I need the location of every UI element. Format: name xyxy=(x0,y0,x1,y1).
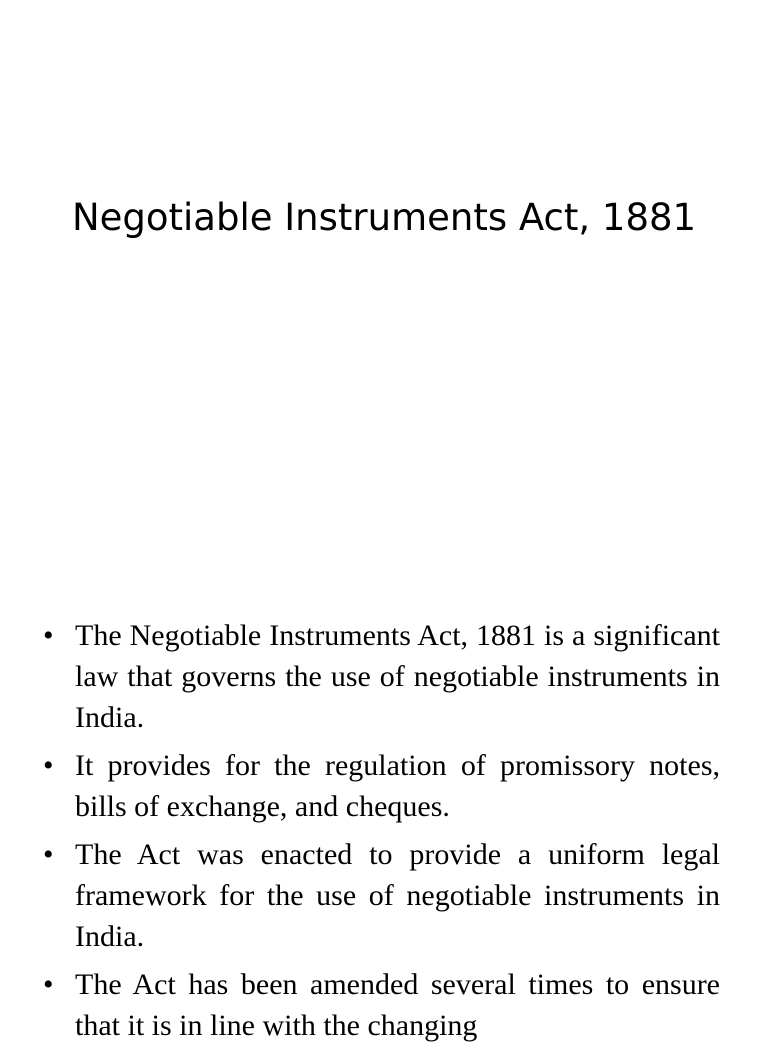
bullet-item xyxy=(0,615,768,738)
bullet-dot-icon: • xyxy=(43,838,54,871)
bullet-item xyxy=(0,834,768,957)
bullet-dot-icon: • xyxy=(43,749,54,782)
bullet-item xyxy=(0,745,768,827)
bullet-list xyxy=(0,615,768,1053)
bullet-item xyxy=(0,964,768,1046)
bullet-text: The Act was enacted to provide a uniform legal framework for the use of negotiable instruments in India. xyxy=(75,838,720,953)
slide-title: Negotiable Instruments Act, 1881 xyxy=(71,196,697,239)
bullet-text: The Negotiable Instruments Act, 1881 is a significant law that governs the use of negotiable instruments in India. xyxy=(75,619,720,734)
bullet-text: The Act has been amended several times to ensure that it is in line with the changing xyxy=(75,968,720,1042)
bullet-dot-icon: • xyxy=(43,968,54,1001)
bullet-text: It provides for the regulation of promissory notes, bills of exchange, and cheques. xyxy=(75,749,720,823)
bullet-dot-icon: • xyxy=(43,619,54,652)
